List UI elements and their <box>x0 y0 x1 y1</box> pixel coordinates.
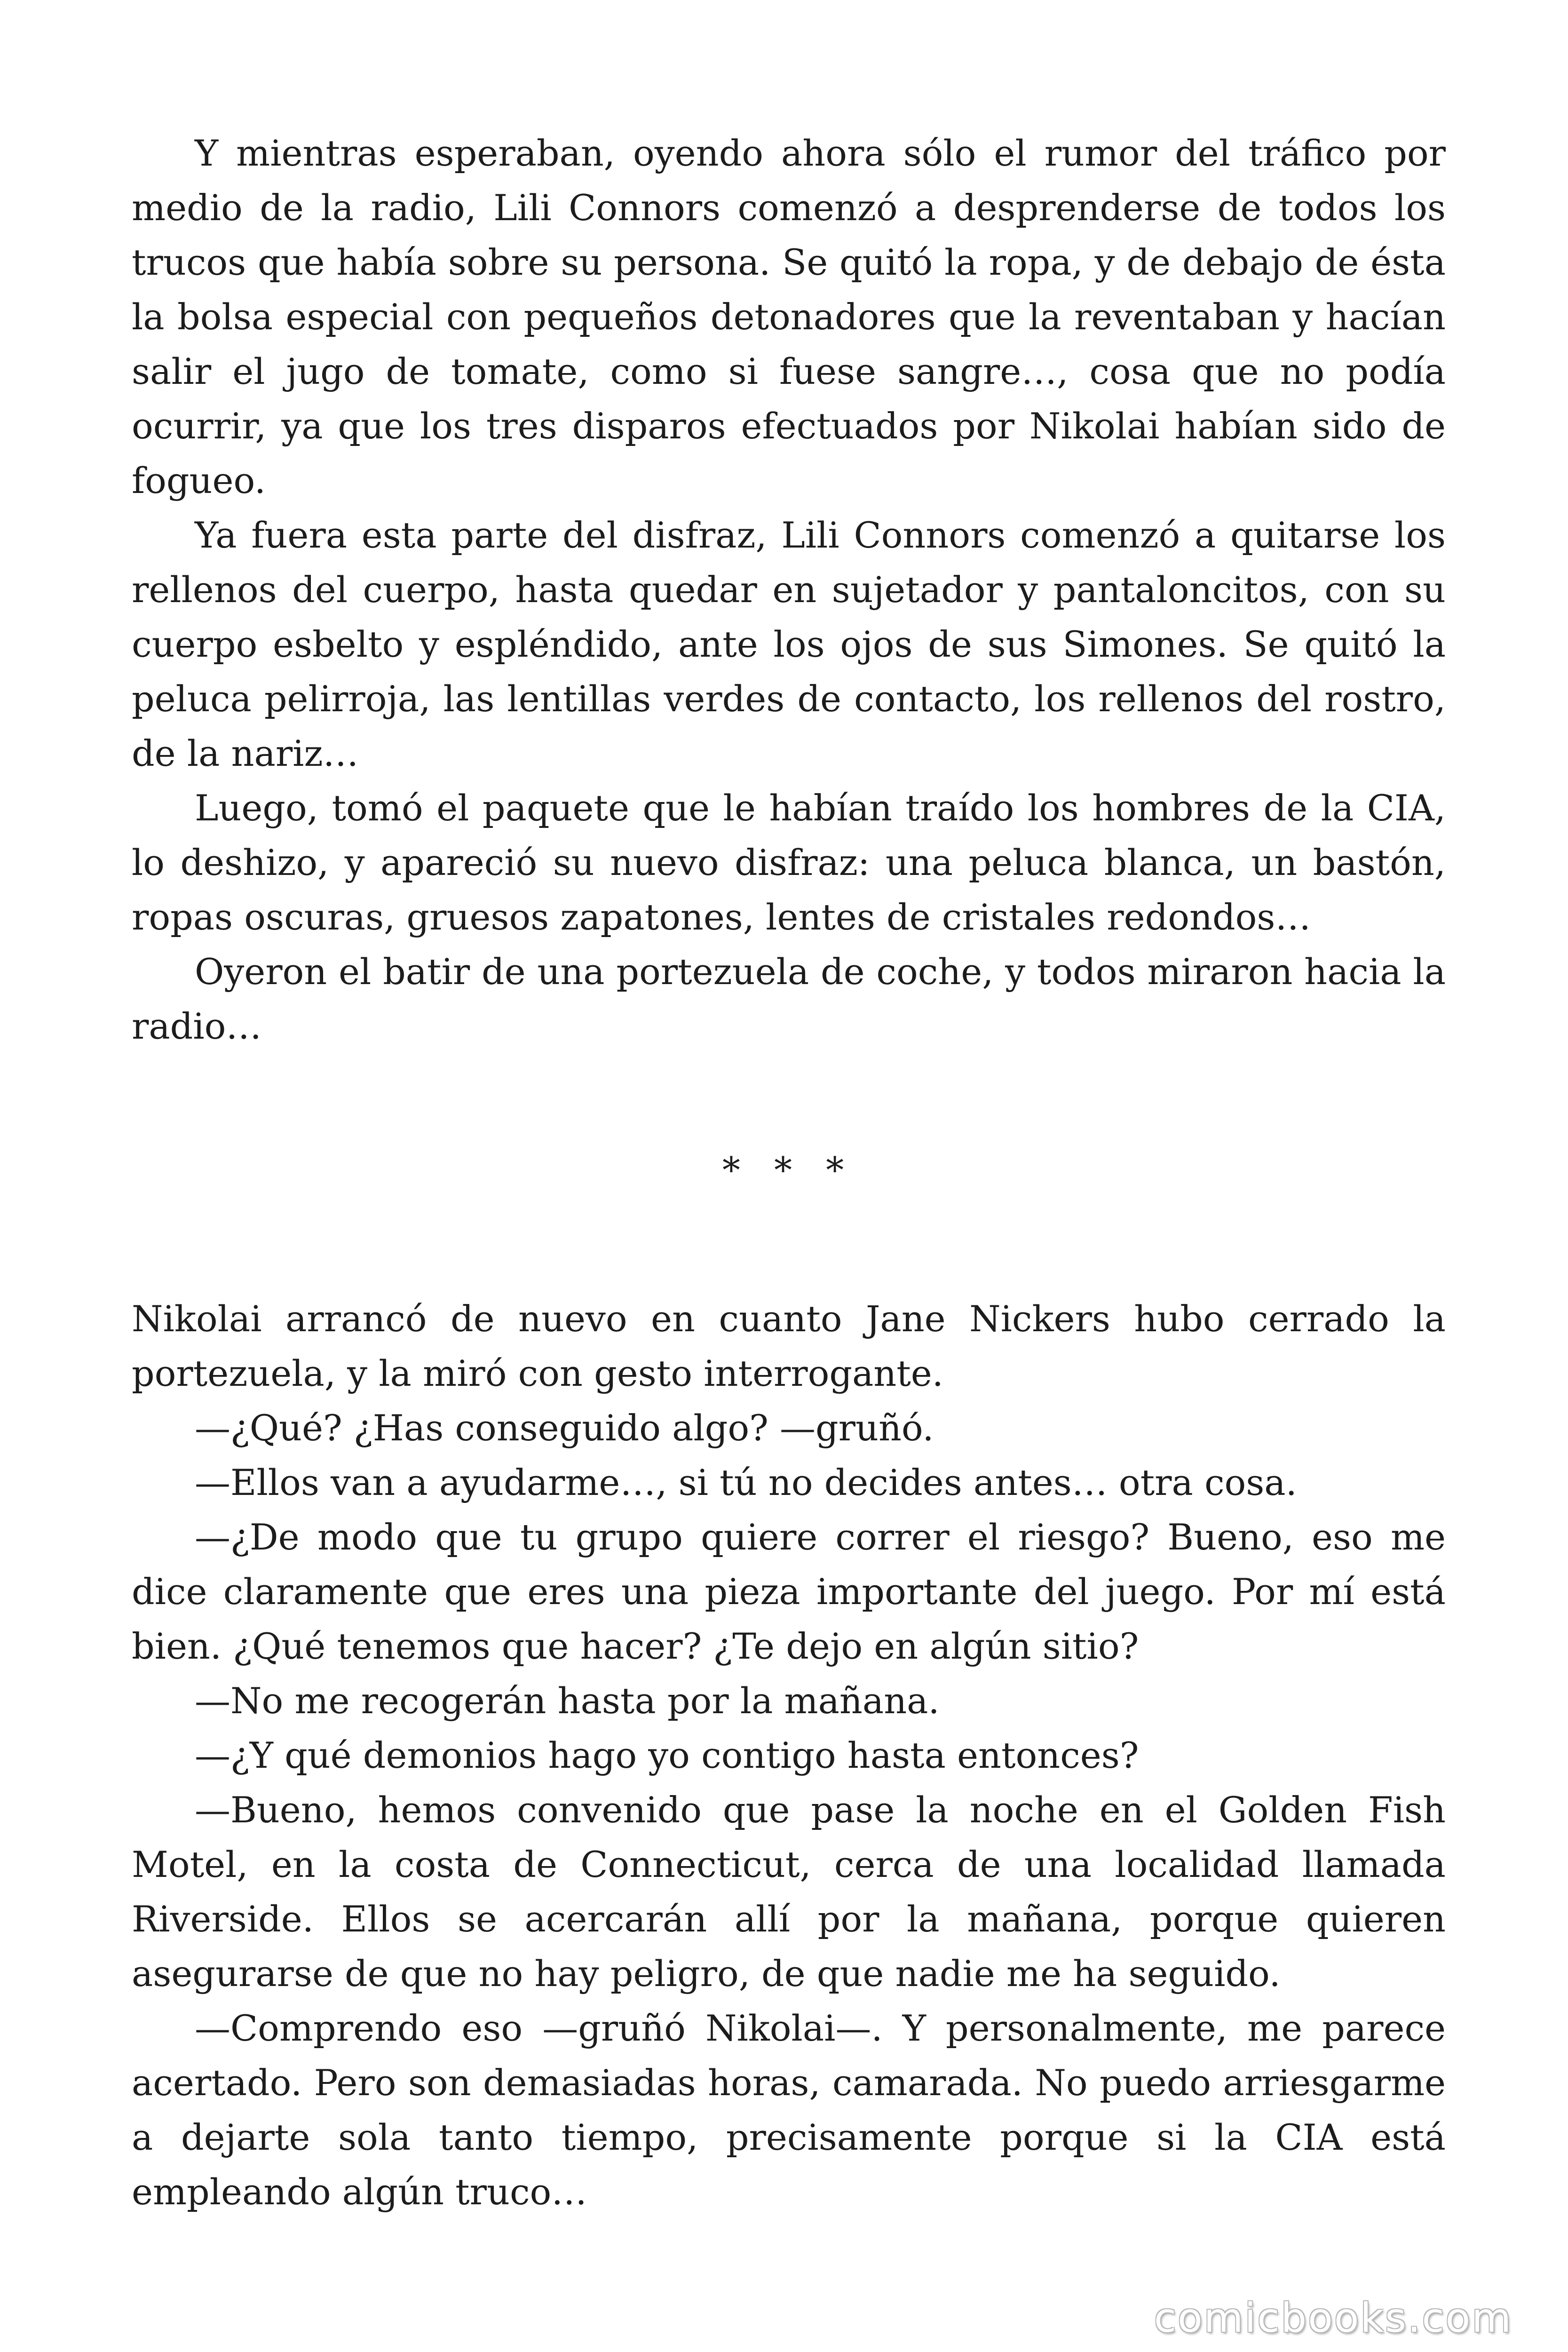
dialogue-line: —Comprendo eso —gruñó Nikolai—. Y personalmente, me parece acertado. Pero son demasiadas horas, camarada. No puedo arriesgarme a dejarte sola tanto tiempo, precisamente porque si la CIA está empleando algún truco… <box>132 2007 1446 2213</box>
section-two <box>132 1292 1446 2219</box>
section-one <box>132 126 1446 1054</box>
paragraph: Y mientras esperaban, oyendo ahora sólo el rumor del tráfico por medio de la radio, Lili Connors comenzó a desprenderse de todos los trucos que había sobre su persona. Se quitó la ropa, y de debajo de ésta la bolsa especial con pequeños detonadores que la reventaban y hacían salir el jugo de tomate, como si fuese sangre…, cosa que no podía ocurrir, ya que los tres disparos efectuados por Nikolai habían sido de fogueo. <box>132 132 1446 501</box>
dialogue-line: —¿Y qué demonios hago yo contigo hasta entonces? <box>195 1734 1139 1776</box>
watermark-text: comicbooks.com <box>1154 2295 1513 2342</box>
page-body <box>132 126 1446 2219</box>
dialogue-line: —¿De modo que tu grupo quiere correr el riesgo? Bueno, eso me dice claramente que eres una pieza importante del juego. Por mí está bien. ¿Qué tenemos que hacer? ¿Te dejo en algún sitio? <box>132 1516 1446 1667</box>
dialogue-line: —Ellos van a ayudarme…, si tú no decides antes… otra cosa. <box>195 1462 1297 1503</box>
paragraph: Ya fuera esta parte del disfraz, Lili Connors comenzó a quitarse los rellenos del cuerpo, hasta quedar en sujetador y pantaloncitos, con su cuerpo esbelto y espléndido, ante los ojos de sus Simones. Se quitó la peluca pelirroja, las lentillas verdes de contacto, los rellenos del rostro, de la nariz… <box>132 514 1446 774</box>
dialogue-line: —No me recogerán hasta por la mañana. <box>195 1680 940 1722</box>
dialogue-line: —Bueno, hemos convenido que pase la noche en el Golden Fish Motel, en la costa de Connecticut, cerca de una localidad llamada Riverside. Ellos se acercarán allí por la mañana, porque quieren asegurarse de que no hay peligro, de que nadie me ha seguido. <box>132 1789 1446 1994</box>
paragraph: Luego, tomó el paquete que le habían traído los hombres de la CIA, lo deshizo, y apareció su nuevo disfraz: una peluca blanca, un bastón, ropas oscuras, gruesos zapatones, lentes de cristales redondos… <box>132 787 1446 938</box>
paragraph: Nikolai arrancó de nuevo en cuanto Jane Nickers hubo cerrado la portezuela, y la miró con gesto interrogante. <box>132 1298 1446 1394</box>
paragraph: Oyeron el batir de una portezuela de coche, y todos miraron hacia la radio… <box>132 951 1446 1047</box>
scene-separator: * * * <box>722 1149 855 1191</box>
dialogue-line: —¿Qué? ¿Has conseguido algo? —gruñó. <box>195 1407 934 1449</box>
